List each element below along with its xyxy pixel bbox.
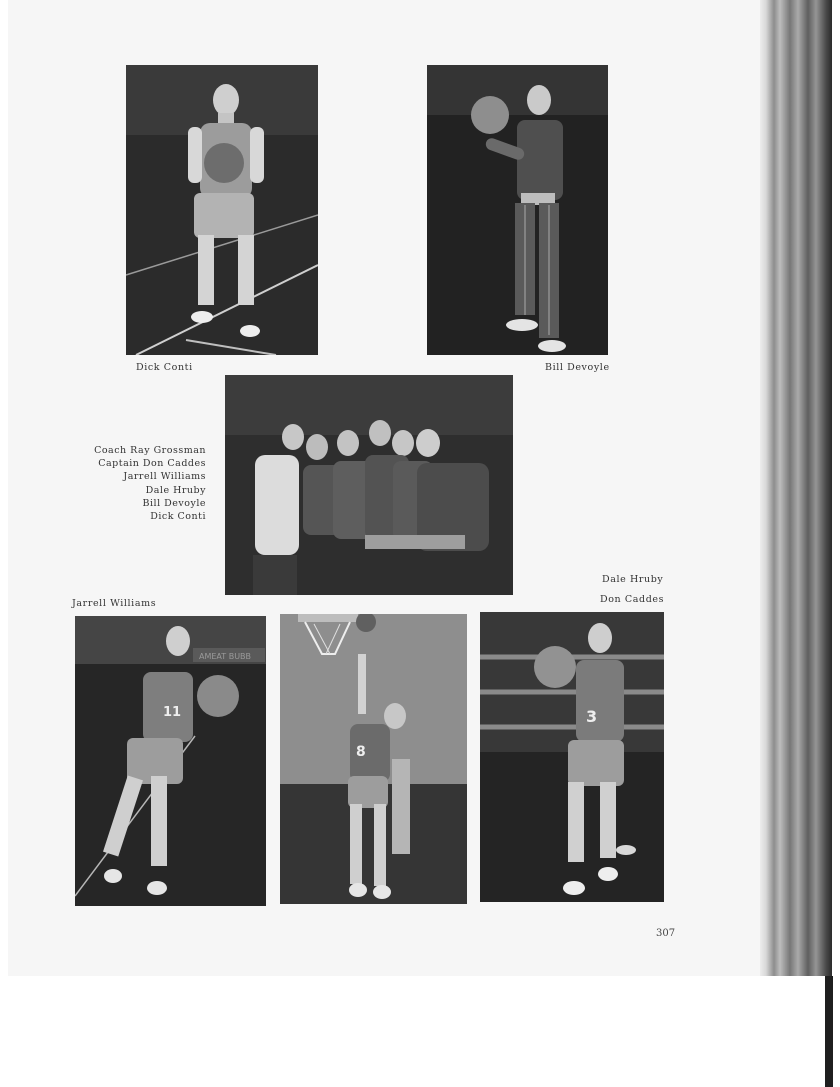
photo-bill-devoyle: [427, 65, 608, 355]
caption-jarrell-williams: Jarrell Williams: [72, 598, 157, 609]
caption-dick-conti: Dick Conti: [136, 362, 193, 373]
jersey-number-8: 8: [356, 744, 366, 760]
jersey-number-3: 3: [586, 707, 598, 726]
jersey-number-11: 11: [163, 705, 182, 720]
group-name: Coach Ray Grossman: [94, 445, 206, 456]
book-spine-edge: [825, 976, 833, 1087]
wall-sign-text: AMEAT BUBB: [199, 652, 252, 661]
group-name: Captain Don Caddes: [98, 458, 206, 470]
group-name: Dale Hruby: [145, 484, 206, 496]
photo-jarrell-williams: [75, 616, 266, 906]
photo-dick-conti: [126, 65, 318, 355]
caption-don-caddes: Don Caddes: [600, 594, 665, 605]
group-name: Bill Devoyle: [142, 497, 206, 509]
group-names-list: [76, 444, 206, 523]
photo-team-group: [225, 375, 513, 595]
group-name: Jarrell Williams: [123, 471, 206, 483]
photo-right-player: [480, 612, 664, 902]
caption-dale-hruby: Dale Hruby: [602, 574, 664, 585]
caption-bill-devoyle: Bill Devoyle: [545, 362, 610, 373]
page-number: 307: [656, 928, 676, 939]
photo-center-player: [280, 614, 467, 904]
group-name: Dick Conti: [150, 511, 206, 523]
book-spine: [760, 0, 832, 976]
